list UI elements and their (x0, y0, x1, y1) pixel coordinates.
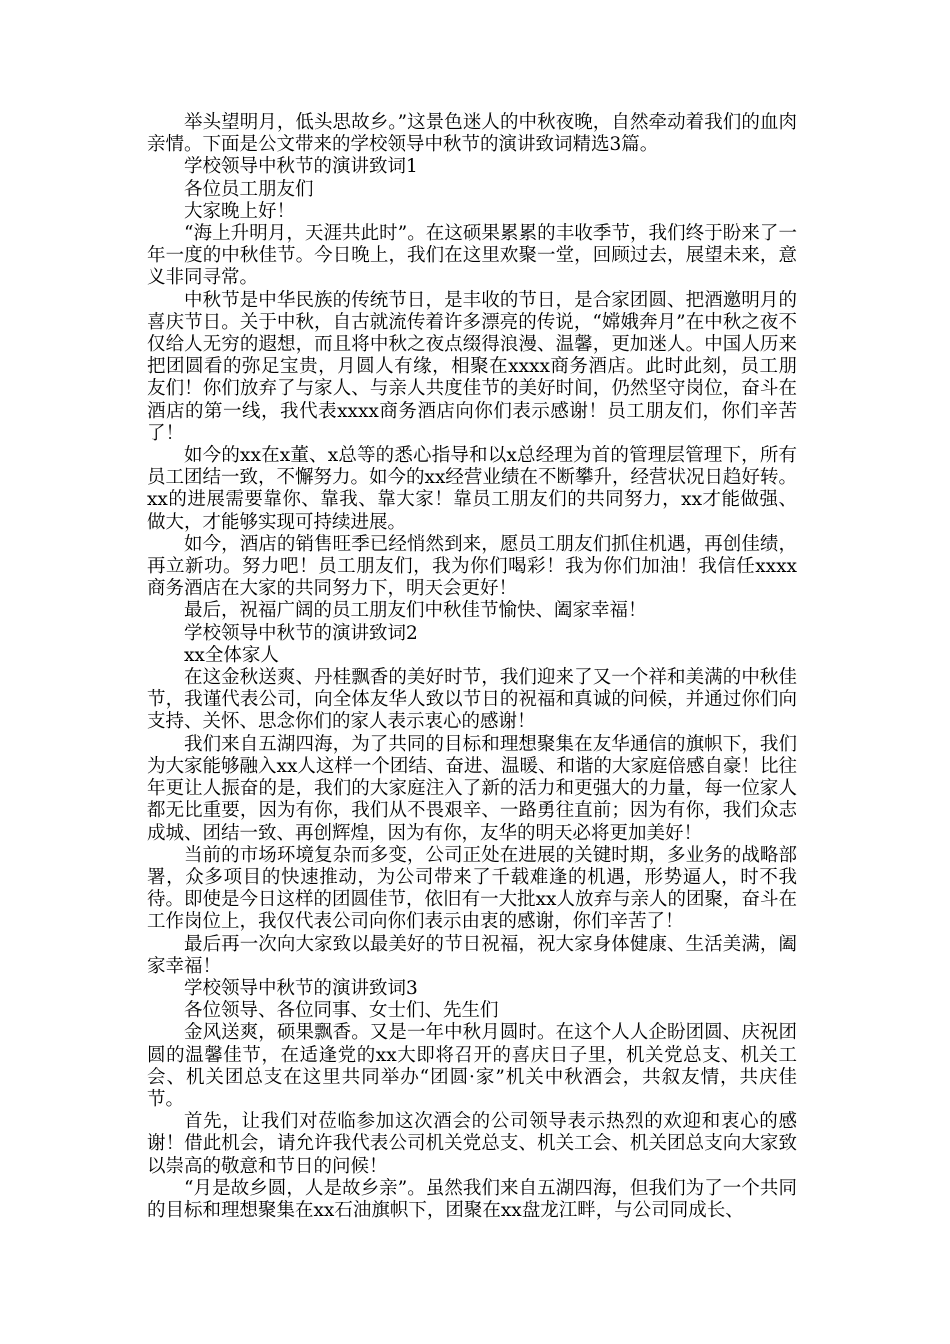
speech1-paragraph: 如今的xx在x董、x总等的悉心指导和以x总经理为首的管理层管理下，所有员工团结一致，不懈努力。如今的xx经营业绩在不断攀升，经营状况日趋好转。xx的进展需要靠你、靠我、靠大家！靠员工朋友们的共同努力，xx才能做强、做大，才能够实现可持续进展。 (147, 445, 797, 533)
speech2-paragraph: 我们来自五湖四海，为了共同的目标和理想聚集在友华通信的旗帜下，我们为大家能够融入xx人这样一个团结、奋进、温暖、和谐的大家庭倍感自豪！比往年更让人振奋的是，我们的大家庭注入了新的活力和更强大的力量，每一位家人都无比重要，因为有你，我们从不畏艰辛、一路勇往直前；因为有你，我们众志成城、团结一致、再创辉煌，因为有你，友华的明天必将更加美好！ (147, 733, 797, 844)
document-body (147, 112, 797, 1222)
salutation-1: 各位员工朋友们 (184, 178, 314, 200)
intro-paragraph: 举头望明月，低头思故乡。”这景色迷人的中秋夜晚，自然牵动着我们的血肉亲情。下面是公文带来的学校领导中秋节的演讲致词精选3篇。 (147, 112, 797, 156)
speech-heading-3: 学校领导中秋节的演讲致词3 (184, 977, 418, 999)
speech2-paragraph: 在这金秋送爽、丹桂飘香的美好时节，我们迎来了又一个祥和美满的中秋佳节，我谨代表公司，向全体友华人致以节日的祝福和真诚的问候，并通过你们向支持、关怀、思念你们的家人表示衷心的感谢！ (147, 667, 797, 733)
speech1-paragraph: 中秋节是中华民族的传统节日，是丰收的节日，是合家团圆、把酒邀明月的喜庆节日。关于中秋，自古就流传着许多漂亮的传说，“嫦娥奔月”在中秋之夜不仅给人无穷的遐想，而且将中秋之夜点缀得浪漫、温馨，更加迷人。中国人历来把团圆看的弥足宝贵，月圆人有缘，相聚在xxxx商务酒店。此时此刻，员工朋友们！你们放弃了与家人、与亲人共度佳节的美好时间，仍然坚守岗位，奋斗在酒店的第一线，我代表xxxx商务酒店向你们表示感谢！员工朋友们，你们辛苦了！ (147, 289, 797, 444)
speech1-paragraph: 最后，祝福广阔的员工朋友们中秋佳节愉快、阖家幸福！ (184, 600, 647, 622)
speech1-paragraph: 如今，酒店的销售旺季已经悄然到来，愿员工朋友们抓住机遇，再创佳绩，再立新功。努力吧！员工朋友们，我为你们喝彩！我为你们加油！我信任xxxx商务酒店在大家的共同努力下，明天会更好！ (147, 533, 797, 600)
speech3-paragraph: “月是故乡圆，人是故乡亲”。虽然我们来自五湖四海，但我们为了一个共同的目标和理想聚集在xx石油旗帜下，团聚在xx盘龙江畔，与公司同成长、 (147, 1177, 797, 1221)
speech3-paragraph: 金风送爽，硕果飘香。又是一年中秋月圆时。在这个人人企盼团圆、庆祝团圆的温馨佳节，在适逢党的xx大即将召开的喜庆日子里，机关党总支、机关工会、机关团总支在这里共同举办“团圆·家”机关中秋酒会，共叙友情，共庆佳节。 (147, 1022, 797, 1110)
speech3-paragraph: 首先，让我们对莅临参加这次酒会的公司领导表示热烈的欢迎和衷心的感谢！借此机会，请允许我代表公司机关党总支、机关工会、机关团总支向大家致以崇高的敬意和节日的问候！ (147, 1111, 797, 1177)
speech-heading-1: 学校领导中秋节的演讲致词1 (184, 156, 418, 178)
salutation-2: xx全体家人 (184, 644, 279, 666)
speech-heading-2: 学校领导中秋节的演讲致词2 (184, 622, 418, 644)
speech2-paragraph: 当前的市场环境复杂而多变，公司正处在进展的关键时期，多业务的战略部署，众多项目的快速推动，为公司带来了千载难逢的机遇，形势逼人，时不我待。即使是今日这样的团圆佳节，依旧有一大批xx人放弃与亲人的团聚，奋斗在工作岗位上，我仅代表公司向你们表示由衷的感谢，你们辛苦了！ (147, 844, 797, 933)
greeting-1: 大家晚上好！ (184, 200, 296, 222)
salutation-3: 各位领导、各位同事、女士们、先生们 (184, 1000, 499, 1022)
speech1-paragraph: “海上升明月，天涯共此时”。在这硕果累累的丰收季节，我们终于盼来了一年一度的中秋佳节。今日晚上，我们在这里欢聚一堂，回顾过去，展望未来，意义非同寻常。 (147, 223, 797, 289)
speech2-paragraph: 最后再一次向大家致以最美好的节日祝福，祝大家身体健康、生活美满，阖家幸福！ (147, 933, 797, 977)
